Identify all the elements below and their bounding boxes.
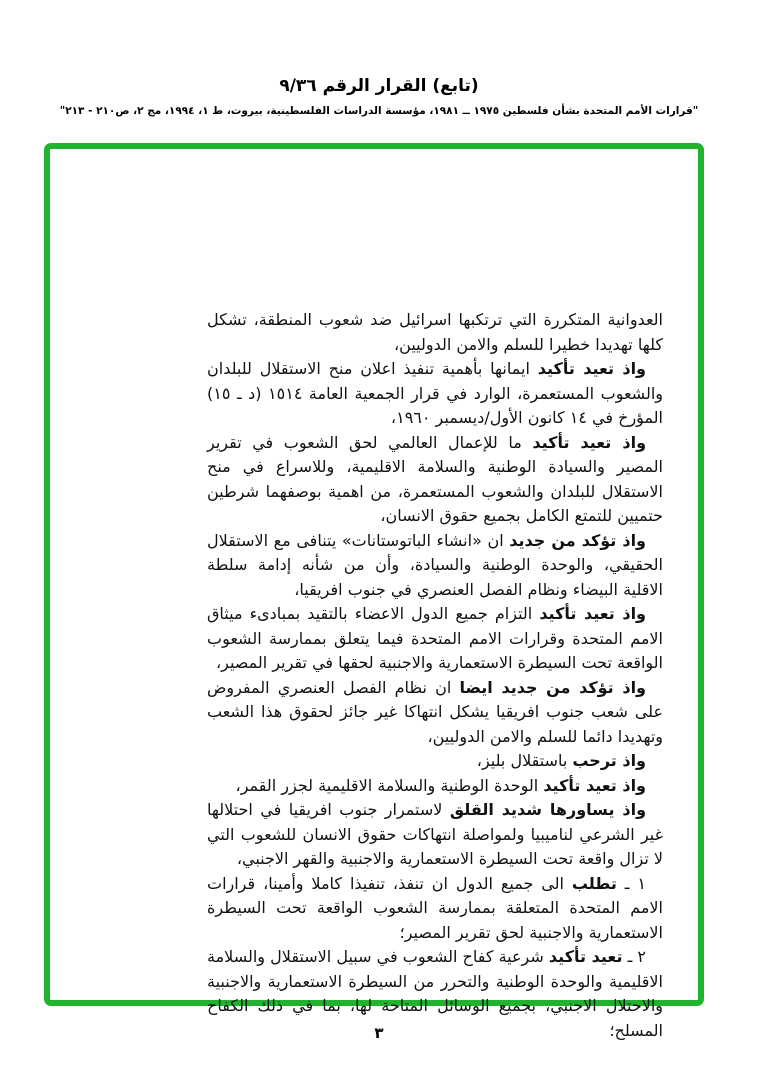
source-citation: "قرارات الأمم المتحدة بشأن فلسطين ١٩٧٥ ــ ١٩٨١، مؤسسة الدراسات الفلسطينية، بيروت، ط ١، ١٩٩٤، مج ٢، ص٢١٠ - ٢١٣": [59, 105, 699, 117]
paragraph-text: ان نظام الفصل العنصري المفروض على شعب جنوب افريقيا يشكل انتهاكا غير جائز لحقوق هذا الشعب وتهديدا دائما للسلم والامن الدوليين،: [207, 677, 663, 746]
paragraph-number: ٢ ـ: [622, 947, 646, 966]
paragraph: [207, 308, 663, 357]
paragraph-text: شرعية كفاح الشعوب في سبيل الاستقلال والسلامة الاقليمية والوحدة الوطنية والتحرر من السيطرة الاستعمارية والاجنبية والاحتلال الاجنبي، بجميع الوسائل المتاحة لها، بما في ذلك الكفاح المسلح؛: [207, 947, 663, 1040]
paragraph-lead: تطلب: [571, 873, 617, 893]
content-frame: [44, 143, 704, 1040]
paragraph: [207, 529, 663, 603]
paragraph-lead: واذ تؤكد من جديد: [509, 530, 646, 550]
paragraph-text: ما للإعمال العالمي لحق الشعوب في تقرير المصير والسيادة الوطنية والسلامة الاقليمية، وللاسراع في منح الاستقلال للبلدان والشعوب المستعمرة، من اهمية بوصفهما شرطين حتميين للتمتع الكامل بجميع حقوق الانسان،: [207, 432, 663, 525]
paragraph: [207, 357, 663, 431]
paragraph-text: الى جميع الدول ان تنفذ، تنفيذا كاملا وأمينا، قرارات الامم المتحدة المتعلقة بممارسة الشعوب الواقعة تحت السيطرة الاستعمارية والاجنبية لحق تقرير المصير؛: [207, 873, 663, 942]
paragraph: [207, 774, 663, 799]
paragraph: [207, 798, 663, 872]
paragraph: [207, 676, 663, 750]
paragraph-lead: واذ ترحب: [572, 751, 646, 770]
paragraph-lead: واذ يساورها شديد القلق: [449, 800, 647, 819]
resolution-text: [207, 308, 663, 1043]
paragraph-lead: واذ تؤكد من جديد ايضا: [459, 677, 646, 697]
paragraph: [207, 872, 663, 946]
paragraph: [207, 749, 663, 774]
paragraph-text: ايمانها بأهمية تنفيذ اعلان منح الاستقلال للبلدان والشعوب المستعمرة، الوارد في قرار الجمعية العامة ١٥١٤ (د ـ ١٥) المؤرخ في ١٤ كانون الأول/ديسمبر ١٩٦٠،: [207, 359, 664, 427]
paragraph-text: العدوانية المتكررة التي ترتكبها اسرائيل ضد شعوب المنطقة، تشكل كلها تهديدا خطيرا للسلم والامن الدوليين،: [207, 310, 663, 354]
paragraph: [207, 602, 663, 676]
paragraph-text: باستقلال بليز،: [476, 751, 573, 770]
paragraph-lead: واذ تعيد تأكيد: [539, 604, 646, 623]
paragraph-text: الوحدة الوطنية والسلامة الاقليمية لجزر القمر،: [235, 775, 544, 795]
paragraph-text: ان «انشاء الباتوستانات» يتنافى مع الاستقلال الحقيقي، والوحدة الوطنية والسيادة، وأن من شأنه إدامة سلطة الاقلية البيضاء ونظام الفصل العنصري في جنوب افريقيا،: [207, 530, 663, 599]
page-number: ٣: [374, 1024, 384, 1042]
paragraph-text: لاستمرار جنوب افريقيا في احتلالها غير الشرعي لناميبيا ولمواصلة انتهاكات حقوق الانسان للشعوب التي لا تزال واقعة تحت السيطرة الاستعمارية والاجنبية والقهر الاجنبي،: [207, 800, 663, 868]
paragraph-text: التزام جميع الدول الاعضاء بالتقيد بمبادىء ميثاق الامم المتحدة وقرارات الامم المتحدة فيما يتعلق بممارسة الشعوب الواقعة تحت السيطرة الاستعمارية والاجنبية لحقها في تقرير المصير،: [207, 604, 663, 672]
page-title: (تابع) القرار الرقم ٩/٣٦: [279, 76, 479, 96]
paragraph-lead: واذ تعيد تأكيد: [543, 775, 646, 795]
paragraph-number: ١ ـ: [616, 873, 646, 893]
paragraph: [207, 431, 663, 529]
paragraph-lead: واذ تعيد تأكيد: [532, 432, 647, 452]
paragraph-lead: تعيد تأكيد: [548, 947, 623, 966]
paragraph-lead: واذ تعيد تأكيد: [537, 359, 647, 378]
